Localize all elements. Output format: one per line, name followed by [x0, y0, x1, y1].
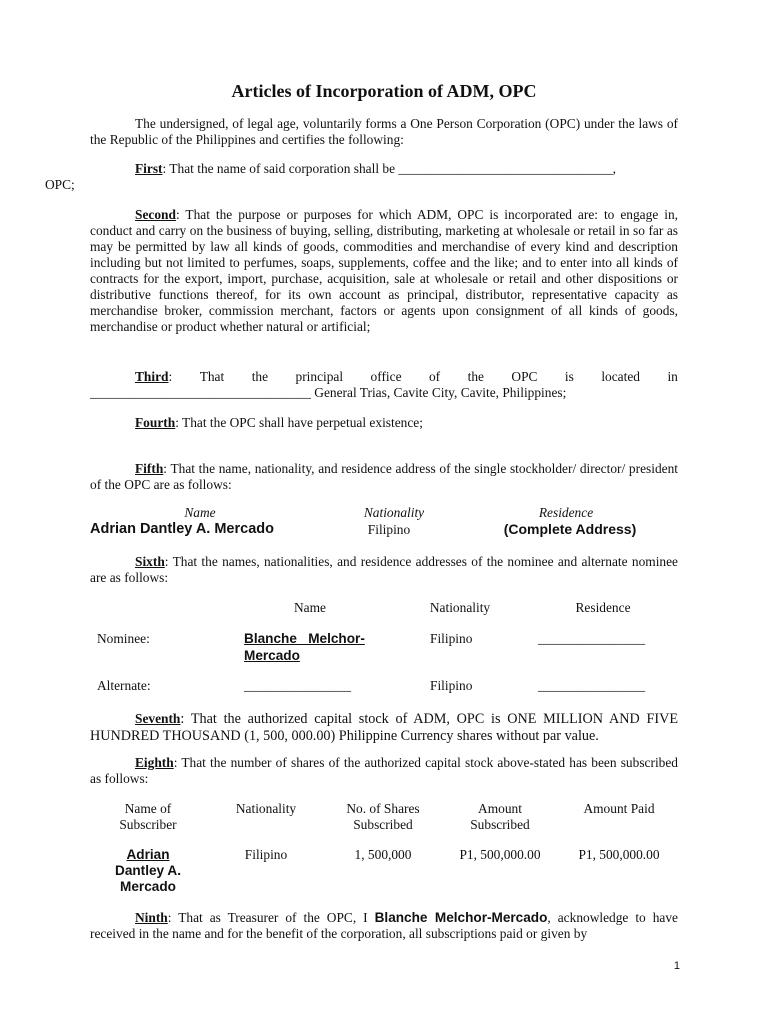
nominee-label: Nominee:	[97, 631, 150, 646]
article-fifth	[90, 461, 678, 493]
article-third-word: OPC	[511, 369, 538, 384]
eighth-header-amount-l1: Amount	[478, 801, 522, 816]
article-seventh-heading: Seventh	[135, 711, 181, 726]
article-seventh	[90, 710, 678, 745]
sixth-header-residence: Residence	[575, 600, 631, 615]
page-number: 1	[673, 960, 680, 972]
article-ninth-text-b: , acknowledge to have received in the name and for the benefit of the corporation, all subscriptions paid or given by	[90, 910, 678, 941]
alternate-nationality: Filipino	[430, 678, 473, 693]
article-fifth-text: : That the name, nationality, and residence address of the single stockholder/ director/ president of the OPC are as follows:	[90, 461, 678, 492]
article-eighth	[90, 755, 678, 787]
article-first-line2: OPC;	[45, 177, 75, 192]
article-ninth-heading: Ninth	[135, 910, 168, 925]
article-third-line1	[135, 369, 678, 385]
nominee-residence: ________________	[538, 631, 646, 646]
article-fourth-heading: Fourth	[135, 415, 176, 430]
eighth-header-shares-l2: Subscribed	[353, 817, 413, 832]
sixth-header-name: Name	[294, 600, 326, 615]
nominee-name-line2: Mercado	[244, 648, 300, 663]
eighth-subscriber-nationality: Filipino	[244, 847, 288, 862]
eighth-subscriber-amount: P1, 500,000.00	[459, 847, 541, 862]
article-third-colon: :	[168, 369, 173, 384]
article-fourth	[90, 415, 678, 431]
article-sixth	[90, 554, 678, 586]
fifth-header-residence: Residence	[538, 505, 594, 520]
article-third-word: the	[467, 369, 484, 384]
nominee-name	[244, 630, 404, 664]
article-third-word: the	[251, 369, 269, 384]
article-second-heading: Second	[135, 207, 176, 222]
article-first-heading: First	[135, 161, 163, 176]
article-fifth-heading: Fifth	[135, 461, 164, 476]
article-second	[90, 207, 678, 335]
alternate-residence: ________________	[538, 678, 646, 693]
eighth-header-nationality: Nationality	[235, 801, 297, 816]
article-third-word: principal	[295, 369, 344, 384]
eighth-header-name	[98, 801, 198, 833]
fifth-owner-name: Adrian Dantley A. Mercado	[90, 521, 274, 537]
article-third-lead	[135, 369, 172, 385]
article-third-word: office	[370, 369, 402, 384]
fifth-owner-residence: (Complete Address)	[503, 521, 637, 537]
eighth-subscriber-name-l2: Dantley A.	[115, 863, 181, 878]
eighth-subscriber-name	[98, 847, 198, 895]
article-first	[45, 161, 678, 193]
alternate-name: ________________	[244, 678, 352, 693]
eighth-subscriber-paid: P1, 500,000.00	[578, 847, 660, 862]
article-sixth-heading: Sixth	[135, 554, 165, 569]
article-fourth-text: : That the OPC shall have perpetual existence;	[175, 415, 423, 430]
eighth-header-shares	[327, 801, 439, 833]
alternate-label: Alternate:	[97, 678, 151, 693]
eighth-header-name-l1: Name of	[124, 801, 172, 816]
article-sixth-text: : That the names, nationalities, and residence addresses of the nominee and alternate nominee are as follows:	[90, 554, 678, 585]
article-third-line2: _________________________________ General Trias, Cavite City, Cavite, Philippines;	[90, 385, 567, 400]
eighth-header-amount-l2: Subscribed	[470, 817, 530, 832]
article-ninth-treasurer: Blanche Melchor-Mercado	[374, 910, 548, 925]
article-third-word: of	[428, 369, 441, 384]
eighth-subscriber-name-l1: Adrian	[126, 847, 170, 862]
eighth-subscriber-shares: 1, 500,000	[354, 847, 412, 862]
article-third-word: is	[564, 369, 574, 384]
article-ninth	[90, 910, 678, 942]
eighth-header-amount	[450, 801, 550, 833]
eighth-header-shares-l1: No. of Shares	[346, 801, 420, 816]
article-third-word: in	[667, 369, 678, 384]
eighth-subscriber-name-l3: Mercado	[120, 879, 176, 894]
eighth-header-name-l2: Subscriber	[119, 817, 177, 832]
article-ninth-text-a: : That as Treasurer of the OPC, I	[167, 910, 375, 925]
fifth-header-nationality: Nationality	[363, 505, 425, 520]
fifth-owner-nationality: Filipino	[367, 522, 411, 537]
article-eighth-text: : That the number of shares of the authorized capital stock above-stated has been subscribed as follows:	[90, 755, 678, 786]
sixth-header-nationality: Nationality	[429, 600, 491, 615]
article-eighth-heading: Eighth	[135, 755, 174, 770]
eighth-header-paid: Amount Paid	[583, 801, 655, 816]
document-title: Articles of Incorporation of ADM, OPC	[231, 81, 537, 101]
article-second-text: : That the purpose or purposes for which ADM, OPC is incorporated are: to engage in, conduct and carry on the business of buying, selling, distributing, marketing at wholesale or retail in so far as may be permitted by law all kinds of goods, commodities and merchandise of every kind and description including but not limited to perfumes, soaps, supplements, coffee and the like; and to enter into all kinds of contracts for the export, import, purchase, acquisition, sale at wholesale or retail and other dispositions or distributive functions thereof, for its own account as principal, distributor, representative capacity as merchandise broker, commission merchant, factors or agents upon consignment of all kinds of goods, merchandise or product whether natural or artificial;	[90, 207, 678, 334]
nominee-nationality: Filipino	[430, 631, 473, 646]
article-seventh-text: : That the authorized capital stock of ADM, OPC is ONE MILLION AND FIVE HUNDRED THOUSAND (1, 500, 000.00) Philippine Currency shares without par value.	[90, 711, 678, 744]
nominee-name-line1: Blanche Melchor-	[244, 631, 365, 646]
article-third	[135, 369, 678, 385]
article-third-word: located	[601, 369, 640, 384]
article-third-heading: Third	[135, 369, 169, 384]
article-first-text: : That the name of said corporation shall be ________________________________,	[162, 161, 616, 176]
article-third-word: That	[199, 369, 225, 384]
intro-paragraph: The undersigned, of legal age, voluntarily forms a One Person Corporation (OPC) under the laws of the Republic of the Philippines and certifies the following:	[90, 116, 678, 147]
fifth-header-name: Name	[184, 505, 216, 520]
